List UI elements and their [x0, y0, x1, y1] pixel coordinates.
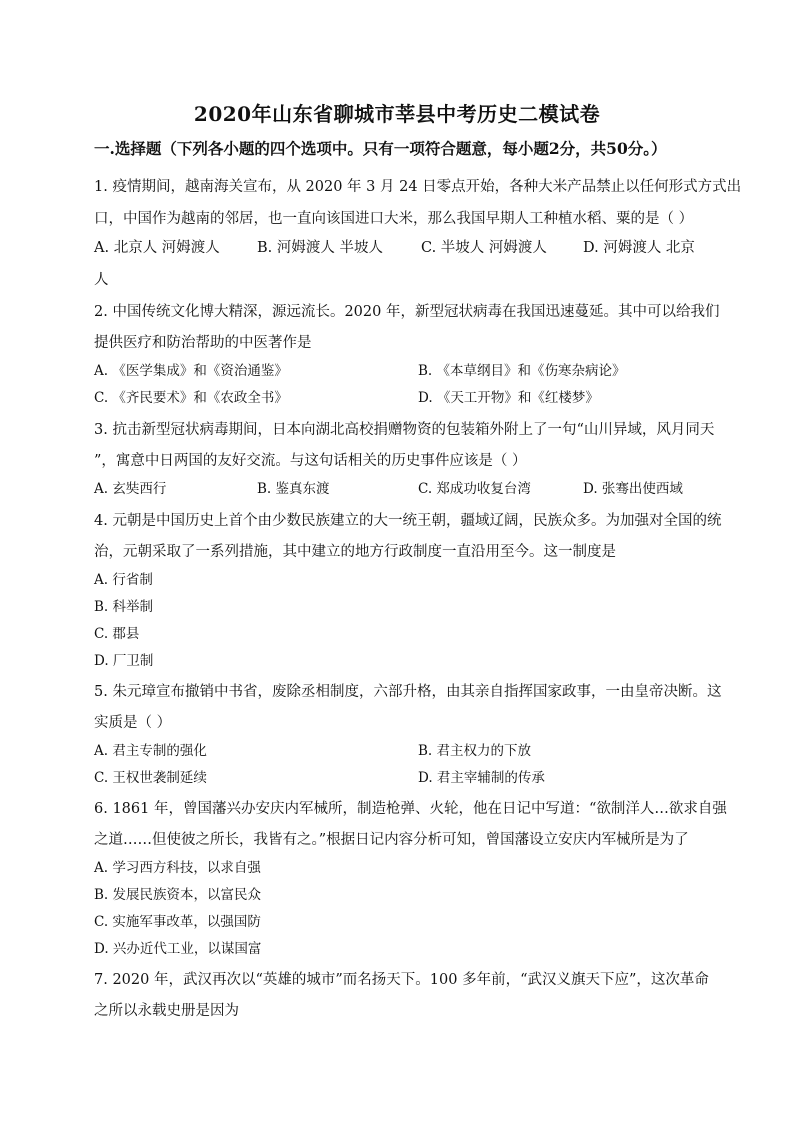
- q1-option-c: C. 半坡人 河姆渡人: [421, 240, 547, 256]
- q3-line-2: ”，寓意中日两国的友好交流。与这句话相关的历史事件应该是（ ）: [94, 453, 527, 469]
- q5-option-b: B. 君主权力的下放: [418, 743, 532, 759]
- q4-option-a: A. 行省制: [94, 572, 153, 588]
- q4-option-c: C. 郡县: [94, 626, 140, 642]
- q3-option-d: D. 张骞出使西域: [583, 481, 683, 497]
- q4-line-1: 4. 元朝是中国历史上首个由少数民族建立的大一统王朝，疆域辽阔，民族众多。为加强对全国的统: [94, 513, 722, 529]
- q2-option-d: D. 《天工开物》和《红楼梦》: [418, 390, 599, 406]
- q6-line-2: 之道……但使彼之所长，我皆有之。”根据日记内容分析可知，曾国藩设立安庆内军械所是为了: [94, 832, 689, 848]
- q6-option-c: C. 实施军事改革，以强国防: [94, 914, 261, 930]
- q7-line-2: 之所以永载史册是因为: [94, 1003, 239, 1019]
- q2-line-2: 提供医疗和防治帮助的中医著作是: [94, 335, 312, 351]
- q5-line-2: 实质是（ ）: [94, 715, 172, 731]
- q6-option-d: D. 兴办近代工业，以谋国富: [94, 941, 262, 957]
- q1-option-a: A. 北京人 河姆渡人: [94, 240, 220, 256]
- q1-option-d: D. 河姆渡人 北京: [583, 240, 695, 256]
- q2-option-a: A. 《医学集成》和《资治通鉴》: [94, 363, 288, 379]
- q3-option-b: B. 鉴真东渡: [257, 481, 330, 497]
- q6-option-a: A. 学习西方科技，以求自强: [94, 860, 261, 876]
- section-heading: 一.选择题（下列各小题的四个选项中。只有一项符合题意，每小题2分，共50分。）: [94, 139, 667, 158]
- q5-line-1: 5. 朱元璋宣布撤销中书省，废除丞相制度，六部升格，由其亲自指挥国家政事，一由皇帝决断。这: [94, 684, 722, 700]
- q6-line-1: 6. 1861 年，曾国藩兴办安庆内军械所，制造枪弹、火轮，他在日记中写道：“欲制洋人…欲求自强: [94, 801, 727, 817]
- page-title: 2020年山东省聊城市莘县中考历史二模试卷: [193, 102, 601, 126]
- q2-option-b: B. 《本草纲目》和《伤寒杂病论》: [418, 363, 626, 379]
- q4-line-2: 治，元朝采取了一系列措施，其中建立的地方行政制度一直沿用至今。这一制度是: [94, 544, 616, 560]
- q6-option-b: B. 发展民族资本，以富民众: [94, 887, 262, 903]
- q2-option-c: C. 《齐民要术》和《农政全书》: [94, 390, 288, 406]
- q1-line-2: 口，中国作为越南的邻居，也一直向该国进口大米，那么我国早期人工种植水稻、粟的是（ ）: [94, 211, 694, 227]
- q4-option-d: D. 厂卫制: [94, 653, 154, 669]
- q1-option-d-wrap: 人: [94, 272, 109, 288]
- q5-option-c: C. 王权世袭制延续: [94, 770, 207, 786]
- q4-option-b: B. 科举制: [94, 599, 154, 615]
- q5-option-a: A. 君主专制的强化: [94, 743, 207, 759]
- q5-option-d: D. 君主宰辅制的传承: [418, 770, 545, 786]
- q3-line-1: 3. 抗击新型冠状病毒期间，日本向湖北高校捐赠物资的包装箱外附上了一句“山川异域，风月同天: [94, 422, 715, 438]
- q7-line-1: 7. 2020 年，武汉再次以“英雄的城市”而名扬天下。100 多年前，“武汉义旗天下应”，这次革命: [94, 972, 709, 988]
- q2-line-1: 2. 中国传统文化博大精深，源远流长。2020 年，新型冠状病毒在我国迅速蔓延。其中可以给我们: [94, 304, 720, 320]
- q3-option-c: C. 郑成功收复台湾: [418, 481, 531, 497]
- q1-line-1: 1. 疫情期间，越南海关宣布，从 2020 年 3 月 24 日零点开始，各种大米产品禁止以任何形式方式出: [94, 179, 742, 195]
- q1-option-b: B. 河姆渡人 半坡人: [257, 240, 383, 256]
- q3-option-a: A. 玄奘西行: [94, 481, 167, 497]
